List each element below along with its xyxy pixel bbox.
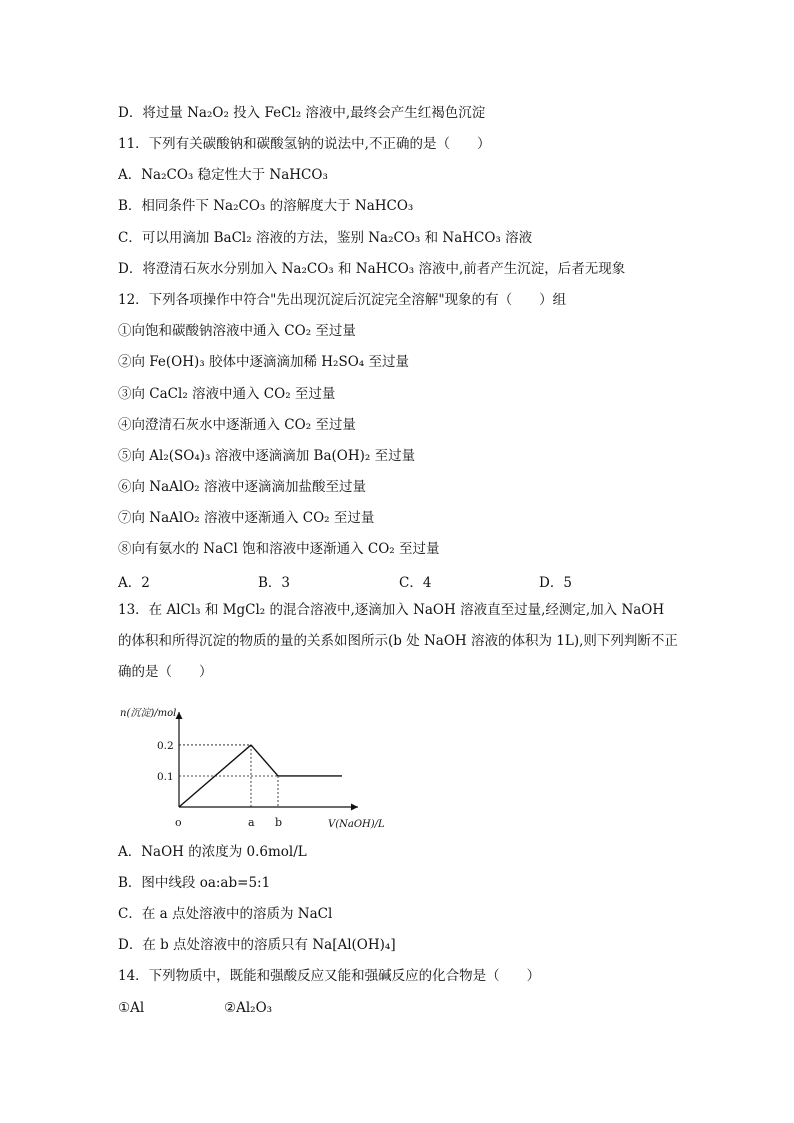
q12-option-d: D．5 — [539, 575, 572, 591]
q13-option-d: D．在 b 点处溶液中的溶质只有 Na[Al(OH)₄] — [118, 937, 396, 953]
x-axis-label: V(NaOH)/L — [328, 819, 385, 830]
q12-option-c: C．4 — [399, 575, 432, 591]
q11-option-c: C．可以用滴加 BaCl₂ 溶液的方法，鉴别 Na₂CO₃ 和 NaHCO₃ 溶液 — [118, 230, 533, 246]
q12-item-7: ⑦向 NaAlO₂ 溶液中逐渐通入 CO₂ 至过量 — [118, 510, 375, 526]
q12-item-8: ⑧向有氨水的 NaCl 饱和溶液中逐渐通入 CO₂ 至过量 — [118, 541, 440, 557]
q11-option-a: A．Na₂CO₃ 稳定性大于 NaHCO₃ — [118, 167, 328, 183]
q11-option-d: D．将澄清石灰水分别加入 Na₂CO₃ 和 NaHCO₃ 溶液中,前者产生沉淀，后者无现象 — [118, 261, 626, 277]
q14-item-2: ②Al₂O₃ — [224, 1000, 273, 1016]
q12-stem: 12．下列各项操作中符合"先出现沉淀后沉淀完全溶解"现象的有（ ）组 — [118, 292, 567, 308]
q13-option-c: C．在 a 点处溶液中的溶质为 NaCl — [118, 906, 333, 922]
q13-option-b: B．图中线段 oa:ab=5:1 — [118, 875, 271, 891]
q13-chart — [118, 700, 385, 835]
q14-stem: 14．下列物质中，既能和强酸反应又能和强碱反应的化合物是（ ） — [118, 968, 541, 984]
q12-item-1: ①向饱和碳酸钠溶液中通入 CO₂ 至过量 — [118, 323, 356, 339]
q12-option-b: B．3 — [258, 575, 291, 591]
q13-option-a: A．NaOH 的浓度为 0.6mol/L — [118, 844, 307, 860]
q11-option-b: B．相同条件下 Na₂CO₃ 的溶解度大于 NaHCO₃ — [118, 198, 414, 214]
q12-option-a: A．2 — [118, 575, 150, 591]
q11-stem: 11．下列有关碳酸钠和碳酸氢钠的说法中,不正确的是（ ） — [118, 136, 491, 152]
origin-label: o — [175, 816, 182, 829]
x-tick-label: a — [248, 816, 255, 829]
q12-item-6: ⑥向 NaAlO₂ 溶液中逐滴滴加盐酸至过量 — [118, 479, 366, 495]
q12-options — [118, 571, 678, 589]
q10-option-d: D．将过量 Na₂O₂ 投入 FeCl₂ 溶液中,最终会产生红褐色沉淀 — [118, 105, 486, 121]
q12-item-2: ②向 Fe(OH)₃ 胶体中逐滴滴加稀 H₂SO₄ 至过量 — [118, 354, 409, 370]
x-tick-label: b — [275, 816, 283, 829]
y-tick-label: 0.1 — [157, 770, 174, 783]
series-segment — [251, 745, 278, 776]
q12-item-5: ⑤向 Al₂(SO₄)₃ 溶液中逐滴滴加 Ba(OH)₂ 至过量 — [118, 448, 416, 464]
y-tick-label: 0.2 — [157, 739, 174, 752]
q12-item-4: ④向澄清石灰水中逐渐通入 CO₂ 至过量 — [118, 417, 356, 433]
q13-stem: 13．在 AlCl₃ 和 MgCl₂ 的混合溶液中,逐滴加入 NaOH 溶液直至过量,经测定,加入 NaOH 的体积和所得沉淀的物质的量的关系如图所示(b 处 NaOH 溶液的体积为 1L),则下列判断不正确的是（ ） — [118, 602, 678, 680]
q12-item-3: ③向 CaCl₂ 溶液中通入 CO₂ 至过量 — [118, 386, 336, 402]
y-axis-label: n(沉淀)/mol — [120, 708, 177, 719]
q14-item-1: ①Al — [118, 1000, 145, 1016]
